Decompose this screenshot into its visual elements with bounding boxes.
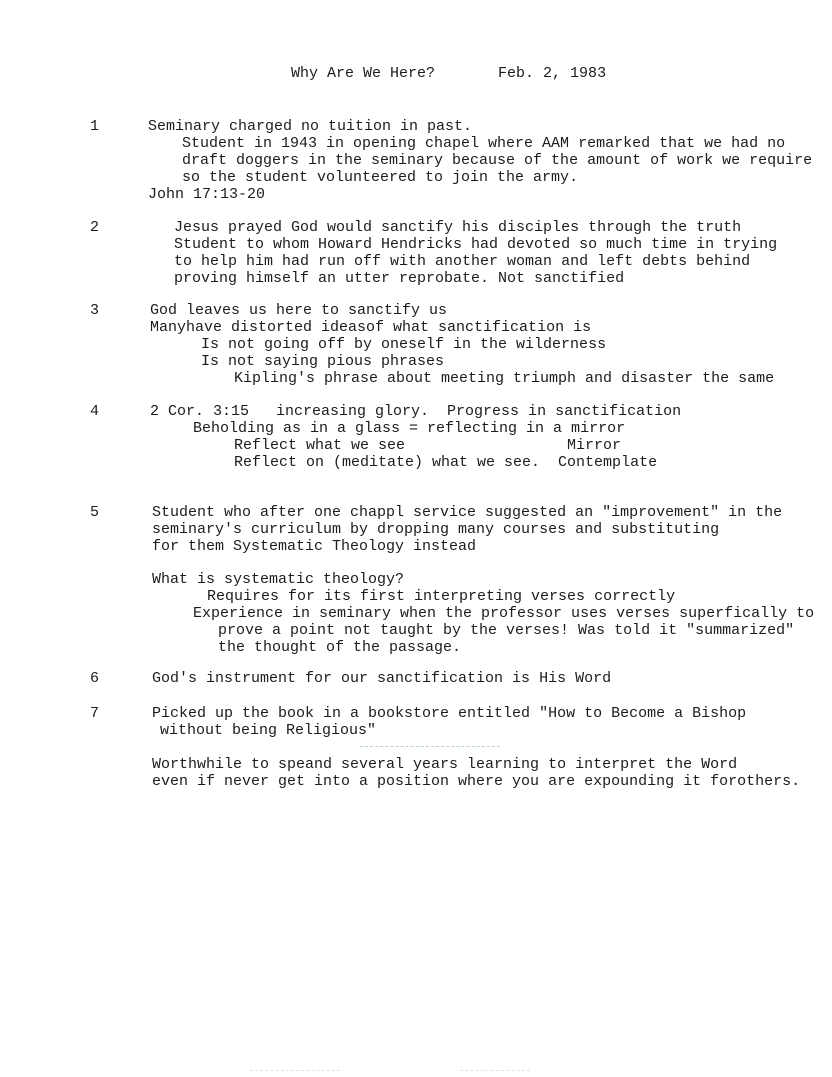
section-number: 2: [90, 219, 100, 236]
scripture-reference: John 17:13-20: [148, 186, 266, 203]
section-number: 3: [90, 302, 100, 319]
document-title: Why Are We Here?: [291, 65, 436, 82]
text-line: God leaves us here to sanctify us: [150, 302, 448, 319]
text-line: for them Systematic Theology instead: [152, 538, 477, 555]
text-line: the thought of the passage.: [218, 639, 462, 656]
text-line: Reflect on (meditate) what we see. Contemplate: [234, 454, 658, 471]
text-line: Seminary charged no tuition in past.: [148, 118, 473, 135]
scan-artifact: [250, 1070, 340, 1072]
text-line: Manyhave distorted ideasof what sanctification is: [150, 319, 592, 336]
text-line: Kipling's phrase about meeting triumph and disaster the same: [234, 370, 775, 387]
text-line: Worthwhile to speand several years learning to interpret the Word: [152, 756, 738, 773]
text-line: proving himself an utter reprobate. Not sanctified: [174, 270, 625, 287]
text-line: God's instrument for our sanctification is His Word: [152, 670, 612, 687]
text-line: prove a point not taught by the verses! Was told it "summarized": [218, 622, 795, 639]
text-line: Picked up the book in a bookstore entitled "How to Become a Bishop: [152, 705, 747, 722]
text-line: Student who after one chappl service suggested an "improvement" in the: [152, 504, 783, 521]
document-header: [291, 65, 606, 82]
section-number: 7: [90, 705, 100, 722]
section-number: 5: [90, 504, 100, 521]
text-line: Reflect what we see Mirror: [234, 437, 622, 454]
text-line: Is not going off by oneself in the wilderness: [201, 336, 607, 353]
text-line: to help him had run off with another woman and left debts behind: [174, 253, 751, 270]
text-line: Experience in seminary when the professor uses verses superfically to: [193, 605, 815, 622]
section-number: 1: [90, 118, 100, 135]
text-line: so the student volunteered to join the army.: [182, 169, 579, 186]
document-date: Feb. 2, 1983: [498, 65, 607, 82]
scan-artifact: [460, 1070, 530, 1072]
section-number: 6: [90, 670, 100, 687]
text-line: Student in 1943 in opening chapel where AAM remarked that we had no: [182, 135, 786, 152]
text-line: seminary's curriculum by dropping many courses and substituting: [152, 521, 720, 538]
text-line: Jesus prayed God would sanctify his disciples through the truth: [174, 219, 742, 236]
text-line: Student to whom Howard Hendricks had devoted so much time in trying: [174, 236, 778, 253]
scan-artifact: [360, 746, 500, 748]
text-line: Beholding as in a glass = reflecting in a mirror: [193, 420, 626, 437]
text-line: Requires for its first interpreting verses correctly: [207, 588, 676, 605]
text-line: 2 Cor. 3:15 increasing glory. Progress in sanctification: [150, 403, 682, 420]
text-line: Is not saying pious phrases: [201, 353, 445, 370]
text-line: What is systematic theology?: [152, 571, 405, 588]
text-line: even if never get into a position where you are expounding it forothers.: [152, 773, 801, 790]
section-number: 4: [90, 403, 100, 420]
text-line: without being Religious": [160, 722, 377, 739]
text-line: draft doggers in the seminary because of the amount of work we require: [182, 152, 813, 169]
